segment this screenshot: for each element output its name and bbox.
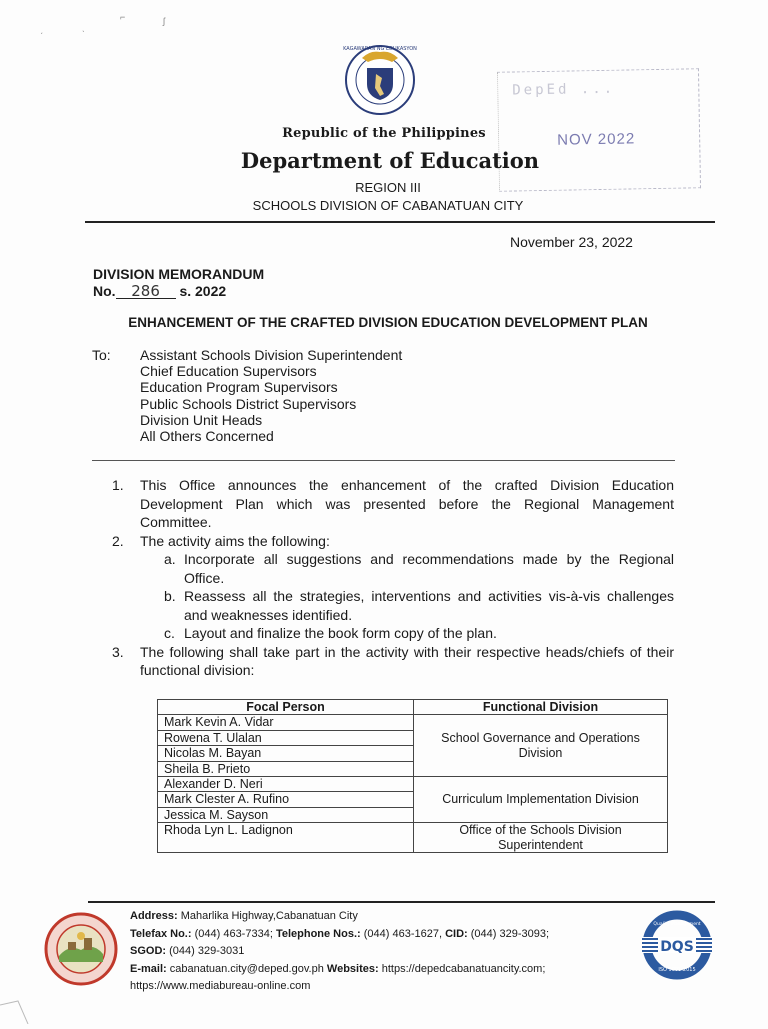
recipients-divider — [92, 460, 675, 461]
footer-divider — [88, 901, 715, 903]
sgod-value: (044) 329-3031 — [169, 945, 245, 958]
focal-person-cell: Sheila B. Prieto — [158, 761, 414, 776]
svg-text:KAGAWARAN NG EDUKASYON: KAGAWARAN NG EDUKASYON — [343, 46, 417, 52]
telephone-value: (044) 463-1627, — [363, 927, 443, 940]
cid-value: (044) 329-3093; — [470, 927, 550, 940]
table-row — [158, 823, 668, 853]
svg-text:Quality Management: Quality Management — [653, 922, 701, 927]
focal-person-table — [157, 699, 668, 853]
footer-phone-line — [130, 926, 549, 944]
column-header-functional-division: Functional Division — [414, 700, 668, 715]
item-text: This Office announces the enhancement of the crafted Division Education Development Plan which was presented before the Regional Management Committee. — [140, 477, 674, 530]
republic-heading: Republic of the Philippines — [282, 126, 486, 141]
item-text: The following shall take part in the activity with their respective heads/chiefs of their functional division: — [140, 643, 674, 678]
sub-item-letter: b. — [164, 588, 176, 604]
to-label: To: — [92, 347, 111, 363]
telefax-value: (044) 463-7334; — [194, 927, 273, 940]
division-seal-icon — [44, 912, 118, 986]
sub-item — [164, 624, 674, 643]
svg-text:DQS: DQS — [660, 939, 694, 955]
focal-person-cell: Mark Kevin A. Vidar — [158, 715, 414, 730]
footer-email-line — [130, 961, 549, 979]
recipient: Chief Education Supervisors — [140, 363, 317, 380]
memo-no-label: No. — [93, 283, 116, 299]
memo-type: DIVISION MEMORANDUM — [93, 266, 265, 282]
memo-subject: ENHANCEMENT OF THE CRAFTED DIVISION EDUCATION DEVELOPMENT PLAN — [128, 315, 648, 330]
scan-speck: ˏ — [40, 24, 43, 34]
sub-item-letter: c. — [164, 625, 175, 641]
table-row — [158, 777, 668, 792]
address-label: Address: — [130, 910, 178, 922]
body-item — [112, 476, 674, 532]
email-label: E-mail: — [130, 962, 167, 975]
footer-sgod-line — [130, 943, 549, 961]
focal-person-cell: Mark Clester A. Rufino — [158, 792, 414, 807]
memo-date: November 23, 2022 — [510, 234, 633, 250]
sgod-label: SGOD: — [130, 945, 167, 958]
region-heading: REGION III — [355, 180, 421, 195]
scan-speck: ⌐ — [120, 12, 126, 22]
table-header-row — [158, 700, 668, 715]
sub-item — [164, 587, 674, 624]
footer-contact — [130, 908, 549, 996]
body-item — [112, 532, 674, 551]
memo-number-line — [93, 283, 226, 299]
memo-number: 286 — [116, 284, 176, 299]
focal-person-cell: Rowena T. Ulalan — [158, 730, 414, 745]
scan-speck: ˎ — [82, 22, 85, 32]
sub-item-text: Layout and finalize the book form copy of the plan. — [184, 625, 497, 641]
telephone-label: Telephone Nos.: — [275, 927, 361, 940]
functional-division-cell: School Governance and Operations Division — [414, 715, 668, 777]
sub-item — [164, 550, 674, 587]
sub-item-letter: a. — [164, 551, 176, 567]
page-corner-fold — [0, 995, 60, 1024]
item-number: 2. — [112, 532, 124, 549]
memo-series: s. 2022 — [179, 283, 227, 299]
sub-item-text: Reassess all the strategies, interventions and activities vis-à-vis challenges and weaknesses identified. — [184, 588, 674, 623]
recipient: Division Unit Heads — [140, 411, 263, 428]
recipient-list — [140, 347, 402, 444]
focal-person-cell: Nicolas M. Bayan — [158, 746, 414, 761]
focal-person-cell: Rhoda Lyn L. Ladignon — [158, 823, 414, 853]
recipient: Education Program Supervisors — [140, 379, 338, 396]
deped-seal-icon — [340, 38, 420, 118]
footer-address-line — [130, 908, 549, 926]
item-text: The activity aims the following: — [140, 532, 330, 549]
websites-label: Websites: — [326, 962, 379, 975]
recipient: Public Schools District Supervisors — [140, 395, 357, 412]
header-divider — [85, 221, 715, 223]
telefax-label: Telefax No.: — [130, 927, 192, 940]
footer-website-line — [130, 978, 549, 996]
scan-speck: ʃ — [163, 16, 165, 26]
item-number: 1. — [112, 477, 124, 493]
functional-division-cell: Curriculum Implementation Division — [414, 777, 668, 823]
body-item — [112, 643, 674, 680]
department-heading: Department of Education — [240, 148, 540, 173]
focal-person-cell: Jessica M. Sayson — [158, 807, 414, 822]
address-value: Maharlika Highway,Cabanatuan City — [180, 910, 358, 922]
stamp-label: DepEd ... — [512, 80, 616, 99]
recipient: All Others Concerned — [140, 428, 274, 445]
stamp-date: NOV 2022 — [557, 130, 636, 149]
svg-text:ISO 9001:2015: ISO 9001:2015 — [658, 967, 696, 973]
recipient: Assistant Schools Division Superintendent — [140, 347, 403, 363]
email-link[interactable]: cabanatuan.city@deped.gov.ph — [169, 962, 324, 975]
website-link[interactable]: https://www.mediabureau-online.com — [130, 980, 311, 993]
division-heading: SCHOOLS DIVISION OF CABANATUAN CITY — [252, 198, 524, 213]
iso-certification-icon — [638, 903, 716, 981]
sub-item-text: Incorporate all suggestions and recommendations made by the Regional Office. — [184, 551, 674, 586]
table-row — [158, 715, 668, 730]
item-number: 3. — [112, 643, 124, 660]
website-link[interactable]: https://depedcabanatuancity.com; — [381, 962, 546, 975]
cid-label: CID: — [445, 927, 468, 940]
column-header-focal-person: Focal Person — [158, 700, 414, 715]
functional-division-cell: Office of the Schools Division Superintendent — [414, 823, 668, 853]
focal-person-cell: Alexander D. Neri — [158, 777, 414, 792]
memo-body — [112, 476, 674, 680]
